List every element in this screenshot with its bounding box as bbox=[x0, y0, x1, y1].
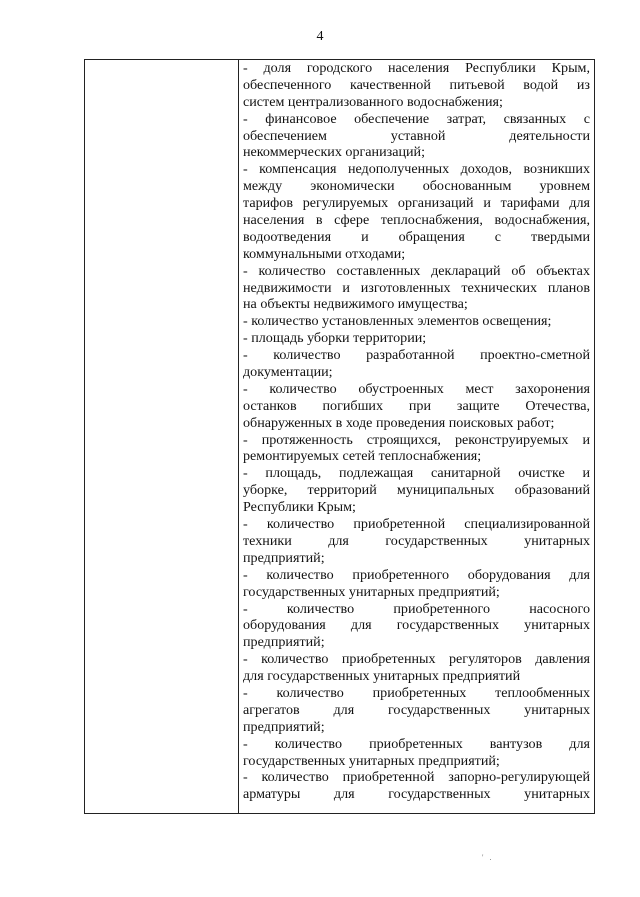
text-line: - количество приобретенных регуляторов давления bbox=[243, 651, 590, 668]
text-line: на объекты недвижимого имущества; bbox=[243, 296, 468, 313]
text-line: - количество установленных элементов освещения; bbox=[243, 313, 552, 330]
text-line: некоммерческих организаций; bbox=[243, 144, 425, 161]
text-line: - количество разработанной проектно-сметной bbox=[243, 347, 590, 364]
text-line: населения в сфере теплоснабжения, водоснабжения, bbox=[243, 212, 590, 229]
text-line: оборудования для государственных унитарных bbox=[243, 617, 590, 634]
text-line: агрегатов для государственных унитарных bbox=[243, 701, 590, 718]
text-line: документации; bbox=[243, 364, 333, 381]
text-line: предприятий; bbox=[243, 549, 325, 566]
text-line: уборке, территорий муниципальных образований bbox=[243, 482, 590, 499]
text-line: Республики Крым; bbox=[243, 499, 356, 516]
text-line: - количество приобретенной специализированной bbox=[243, 516, 590, 533]
text-line: для государственных унитарных предприятий bbox=[243, 668, 521, 685]
text-line: обнаруженных в ходе проведения поисковых работ; bbox=[243, 414, 555, 431]
text-line: предприятий; bbox=[243, 718, 325, 735]
text-line: систем централизованного водоснабжения; bbox=[243, 93, 503, 110]
text-line: государственных унитарных предприятий; bbox=[243, 583, 500, 600]
text-line: предприятий; bbox=[243, 634, 325, 651]
text-line: - компенсация недополученных доходов, возникших bbox=[243, 161, 590, 178]
text-line: обеспечением уставной деятельности bbox=[243, 127, 590, 144]
text-line: ремонтируемых сетей теплоснабжения; bbox=[243, 448, 482, 465]
text-line: - доля городского населения Республики Крым, bbox=[243, 60, 590, 76]
page-number: 4 bbox=[316, 29, 324, 44]
scan-artifact-mark: ' . bbox=[482, 853, 494, 862]
text-line: - финансовое обеспечение затрат, связанных с bbox=[243, 110, 590, 127]
text-line: - количество приобретенного оборудования для bbox=[243, 566, 590, 583]
text-line: - площадь, подлежащая санитарной очистке и bbox=[243, 465, 590, 482]
text-line: государственных унитарных предприятий; bbox=[243, 752, 500, 769]
table-cell-left-empty bbox=[85, 60, 238, 813]
text-line: арматуры для государственных унитарных bbox=[243, 786, 590, 803]
table-column-divider bbox=[238, 60, 239, 813]
text-line: тарифов регулируемых организаций и тарифами для bbox=[243, 195, 590, 212]
text-line: - количество приобретенных теплообменных bbox=[243, 684, 590, 701]
text-line: - количество приобретенного насосного bbox=[243, 600, 590, 617]
text-line: - протяженность строящихся, реконструируемых и bbox=[243, 431, 590, 448]
indicators-table bbox=[84, 59, 595, 814]
text-line: коммунальными отходами; bbox=[243, 245, 406, 262]
text-line: обеспеченного качественной питьевой водой из bbox=[243, 76, 590, 93]
text-line: техники для государственных унитарных bbox=[243, 532, 590, 549]
text-line: - площадь уборки территории; bbox=[243, 330, 427, 347]
text-line: - количество приобретенных вантузов для bbox=[243, 735, 590, 752]
text-line: водоотведения и обращения с твердыми bbox=[243, 228, 590, 245]
text-line: недвижимости и изготовленных технических планов bbox=[243, 279, 590, 296]
text-line: - количество обустроенных мест захоронения bbox=[243, 380, 590, 397]
text-line: между экономически обоснованным уровнем bbox=[243, 178, 590, 195]
text-line: останков погибших при защите Отечества, bbox=[243, 397, 590, 414]
text-line: - количество составленных деклараций об объектах bbox=[243, 262, 590, 279]
table-cell-indicators-list bbox=[243, 60, 590, 813]
text-line: - количество приобретенной запорно-регулирующей bbox=[243, 769, 590, 786]
